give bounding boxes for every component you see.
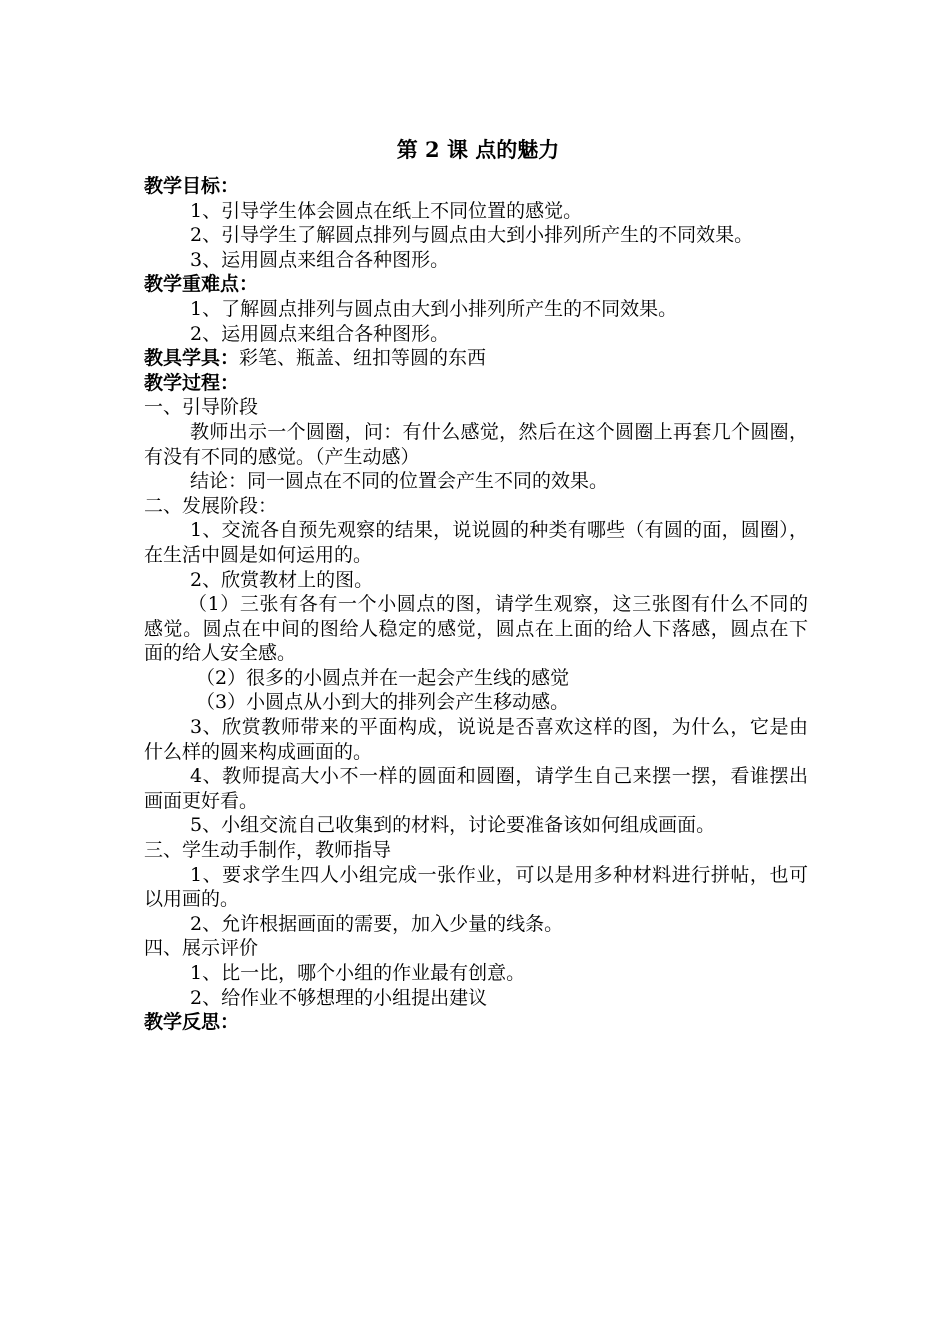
objectives-heading: 教学目标：: [144, 175, 240, 197]
stage-paragraph: 1、交流各自预先观察的结果，说说圆的种类有哪些（有圆的面，圆圈），在生活中圆是如何运用的。: [144, 519, 808, 566]
stage-subparagraph: （3）小圆点从小到大的排列会产生移动感。: [196, 691, 570, 714]
stage-paragraph: 2、给作业不够想理的小组提出建议: [190, 986, 488, 1009]
stage-paragraph: 教师出示一个圆圈，问：有什么感觉，然后在这个圆圈上再套几个圆圈，有没有不同的感觉。（产生动感）: [144, 420, 808, 468]
stage-paragraph: 2、允许根据画面的需要，加入少量的线条。: [190, 912, 564, 935]
process-heading: 教学过程：: [144, 371, 240, 394]
stage-title: 四、展示评价: [144, 937, 259, 960]
stage-paragraph: 1、比一比，哪个小组的作业最有创意。: [190, 962, 526, 984]
objective-item: 3、运用圆点来组合各种图形。: [190, 248, 450, 271]
key-point-item: 2、运用圆点来组合各种图形。: [190, 322, 450, 345]
stage-paragraph: 结论：同一圆点在不同的位置会产生不同的效果。: [190, 470, 609, 493]
lesson-title: 第 2 课 点的魅力: [396, 137, 560, 162]
stage-paragraph: 1、要求学生四人小组完成一张作业，可以是用多种材料进行拼帖，也可以用画的。: [144, 863, 808, 911]
objective-item: 2、引导学生了解圆点排列与圆点由大到小排列所产生的不同效果。: [190, 224, 754, 247]
stage-subparagraph: （1）三张有各有一个小圆点的图，请学生观察，这三张图有什么不同的感觉。圆点在中间的图给人稳定的感觉，圆点在上面的给人下落感，圆点在下面的给人安全感。: [144, 593, 808, 665]
stage-title: 三、学生动手制作，教师指导: [144, 839, 392, 862]
stage-subparagraph: （2）很多的小圆点并在一起会产生线的感觉: [196, 666, 570, 689]
key-points-heading: 教学重难点：: [144, 273, 259, 296]
tools-value: 彩笔、瓶盖、纽扣等圆的东西: [239, 347, 487, 370]
reflection-heading: 教学反思：: [144, 1011, 240, 1034]
tools-line: [144, 346, 808, 371]
key-point-item: 1、了解圆点排列与圆点由大到小排列所产生的不同效果。: [190, 297, 678, 320]
stage-title: 二、发展阶段：: [144, 494, 278, 517]
document-page: [144, 136, 808, 1035]
stage-title: 一、引导阶段: [144, 396, 259, 419]
stage-paragraph: 3、欣赏教师带来的平面构成，说说是否喜欢这样的图，为什么，它是由什么样的圆来构成画面的。: [144, 716, 808, 763]
tools-label: 教具学具：: [144, 347, 240, 370]
stage-paragraph: 5、小组交流自己收集到的材料，讨论要准备该如何组成画面。: [190, 814, 716, 837]
stage-paragraph: 2、欣赏教材上的图。: [190, 568, 374, 591]
stage-paragraph: 4、教师提高大小不一样的圆面和圆圈，请学生自己来摆一摆，看谁摆出画面更好看。: [144, 765, 808, 812]
objective-item: 1、引导学生体会圆点在纸上不同位置的感觉。: [190, 199, 583, 222]
